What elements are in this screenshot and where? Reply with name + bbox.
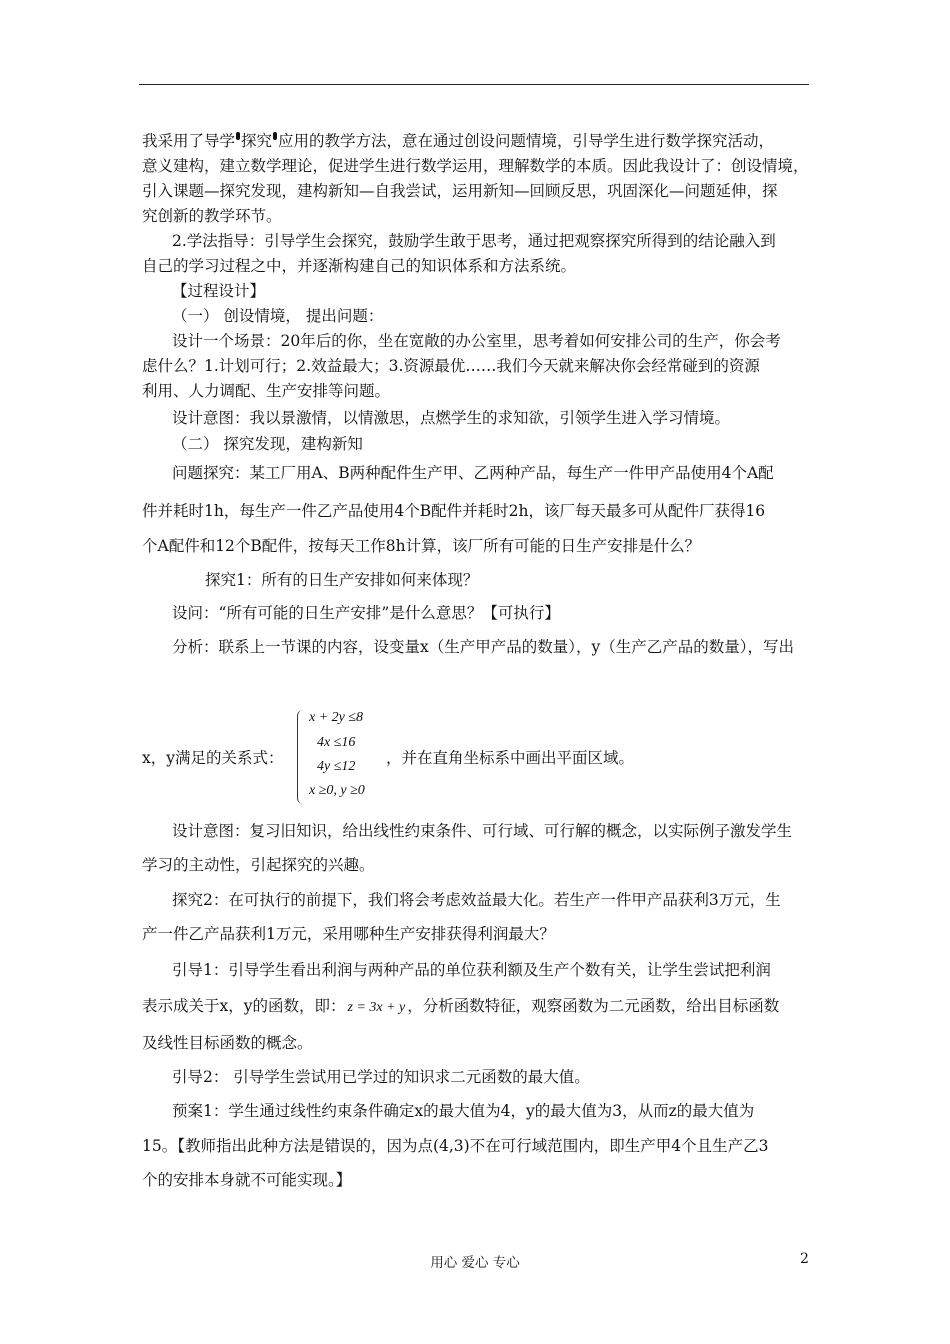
text-line: 件并耗时1h，每生产一件乙产品使用4个B配件并耗时2h，该厂每天最多可从配件厂获得16 bbox=[142, 502, 766, 520]
text-line: 预案1：学生通过线性约束条件确定x的最大值为4，y的最大值为3，从而z的最大值为 bbox=[172, 1102, 755, 1120]
text-line: 引入课题—探究发现，建构新知—自我尝试，运用新知—回顾反思，巩固深化—问题延伸，探 bbox=[142, 182, 778, 200]
text-line: 问题探究：某工厂用A、B两种配件生产甲、乙两种产品，每生产一件甲产品使用4个A配 bbox=[172, 464, 774, 482]
header-rule bbox=[139, 84, 809, 85]
text-line: 15。【教师指出此种方法是错误的，因为点(4,3)不在可行域范围内，即生产甲4个且生产乙3 bbox=[142, 1137, 769, 1155]
section-heading: （二） 探究发现，建构新知 bbox=[172, 435, 363, 453]
text-line: 学习的主动性，引起探究的兴趣。 bbox=[142, 856, 375, 874]
text-line: 我采用了导学 探究 应用的教学方法，意在通过创设问题情境，引导学生进行数学探究活动， bbox=[142, 132, 775, 150]
text-line: 个的安排本身就不可能实现。】 bbox=[142, 1171, 352, 1189]
constraint-1: x + 2y ≤8 bbox=[309, 710, 364, 725]
constraint-4: x ≥0, y ≥0 bbox=[309, 783, 365, 798]
text-line: 探究1：所有的日生产安排如何来体现？ bbox=[205, 571, 479, 589]
bullet-dot-icon bbox=[273, 132, 277, 140]
text-line: 产一件乙产品获利1万元，采用哪种生产安排获得利润最大？ bbox=[142, 925, 555, 943]
text-line: 设问：“所有可能的日生产安排”是什么意思？【可执行】 bbox=[172, 604, 560, 622]
page-number: 2 bbox=[800, 1251, 809, 1267]
text-line: 究创新的教学环节。 bbox=[142, 207, 282, 225]
text-line: 个A配件和12个B配件，按每天工作8h计算，该厂所有可能的日生产安排是什么？ bbox=[142, 537, 701, 555]
text-line: 设计一个场景：20年后的你，坐在宽敞的办公室里，思考着如何安排公司的生产，你会考 bbox=[172, 332, 781, 350]
text-line: 意义建构，建立数学理论，促进学生进行数学运用，理解数学的本质。因此我设计了：创设情境， bbox=[142, 157, 809, 175]
constraint-3: 4y ≤12 bbox=[317, 759, 356, 774]
section-heading: （一） 创设情境， 提出问题： bbox=[172, 307, 384, 325]
text-line: 设计意图：我以景激情，以情激思，点燃学生的求知欲，引领学生进入学习情境。 bbox=[172, 409, 731, 427]
text-line: 虑什么？1.计划可行；2.效益最大；3.资源最优……我们今天就来解决你会经常碰到的资源 bbox=[142, 357, 760, 375]
text-line: 分析：联系上一节课的内容，设变量x（生产甲产品的数量），y（生产乙产品的数量），写出 bbox=[172, 638, 795, 656]
text-line: 引导1：引导学生看出利润与两种产品的单位获利额及生产个数有关，让学生尝试把利润 bbox=[172, 961, 771, 979]
constraint-2: 4x ≤16 bbox=[317, 735, 356, 750]
text-line: ，并在直角坐标系中画出平面区域。 bbox=[386, 749, 635, 767]
text-line: 自己的学习过程之中，并逐渐构建自己的知识体系和方法系统。 bbox=[142, 257, 577, 275]
text-line: 表示成关于x，y的函数，即： z = 3x + y ，分析函数特征，观察函数为二元函数，给出目标函数 bbox=[142, 997, 780, 1015]
text-line: 设计意图：复习旧知识，给出线性约束条件、可行域、可行解的概念，以实际例子激发学生 bbox=[172, 822, 793, 840]
text-line: 及线性目标函数的概念。 bbox=[142, 1034, 313, 1052]
page-footer: 用心 爱心 专心 bbox=[430, 1255, 520, 1271]
text-line: 利用、人力调配、生产安排等问题。 bbox=[142, 382, 391, 400]
system-brace bbox=[297, 710, 306, 804]
section-heading: 【过程设计】 bbox=[172, 282, 266, 300]
text-line: 引导2： 引导学生尝试用已学过的知识求二元函数的最大值。 bbox=[172, 1068, 590, 1086]
text-line: 探究2：在可执行的前提下，我们将会考虑效益最大化。若生产一件甲产品获利3万元，生 bbox=[172, 891, 781, 909]
text-line: x，y满足的关系式： bbox=[142, 749, 284, 767]
profit-equation: z = 3x + y bbox=[347, 1000, 406, 1015]
text-line: 2.学法指导：引导学生会探究，鼓励学生敢于思考，通过把观察探究所得到的结论融入到 bbox=[172, 232, 776, 250]
bullet-dot-icon bbox=[236, 132, 240, 140]
